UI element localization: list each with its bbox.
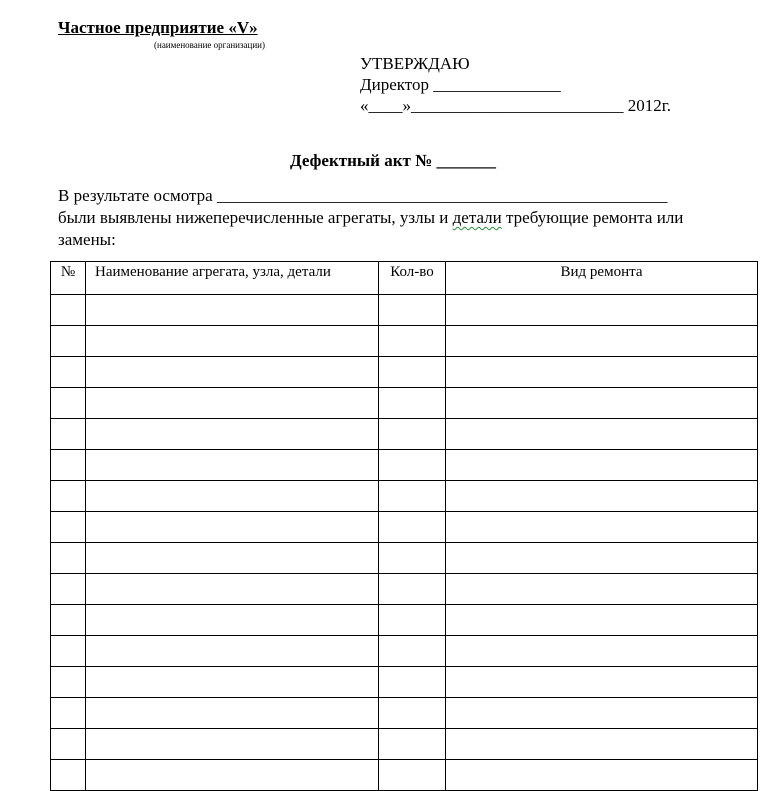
- table-row: [51, 760, 758, 791]
- cell-repair-type[interactable]: [446, 357, 758, 388]
- cell-number[interactable]: [51, 605, 86, 636]
- cell-quantity[interactable]: [379, 698, 446, 729]
- table-row: [51, 481, 758, 512]
- table-row: [51, 357, 758, 388]
- cell-quantity[interactable]: [379, 574, 446, 605]
- table-row: [51, 295, 758, 326]
- cell-number[interactable]: [51, 760, 86, 791]
- cell-repair-type[interactable]: [446, 636, 758, 667]
- cell-number[interactable]: [51, 636, 86, 667]
- cell-name[interactable]: [86, 295, 379, 326]
- cell-name[interactable]: [86, 419, 379, 450]
- table-row: [51, 729, 758, 760]
- table-row: [51, 326, 758, 357]
- table-row: [51, 450, 758, 481]
- cell-repair-type[interactable]: [446, 605, 758, 636]
- cell-name[interactable]: [86, 667, 379, 698]
- cell-repair-type[interactable]: [446, 760, 758, 791]
- cell-number[interactable]: [51, 357, 86, 388]
- cell-name[interactable]: [86, 698, 379, 729]
- cell-repair-type[interactable]: [446, 574, 758, 605]
- cell-quantity[interactable]: [379, 760, 446, 791]
- intro-line-2: [58, 207, 758, 229]
- director-line: Директор _______________: [360, 75, 561, 94]
- cell-number[interactable]: [51, 419, 86, 450]
- approve-label: УТВЕРЖДАЮ: [360, 54, 470, 73]
- cell-name[interactable]: [86, 636, 379, 667]
- cell-number[interactable]: [51, 698, 86, 729]
- cell-repair-type[interactable]: [446, 388, 758, 419]
- cell-quantity[interactable]: [379, 729, 446, 760]
- table-row: [51, 698, 758, 729]
- cell-name[interactable]: [86, 481, 379, 512]
- cell-name[interactable]: [86, 450, 379, 481]
- cell-number[interactable]: [51, 295, 86, 326]
- cell-number[interactable]: [51, 543, 86, 574]
- table-header-row: [51, 262, 758, 295]
- cell-quantity[interactable]: [379, 543, 446, 574]
- organization-caption: (наименование организации): [154, 40, 265, 50]
- cell-repair-type[interactable]: [446, 481, 758, 512]
- cell-quantity[interactable]: [379, 450, 446, 481]
- defects-table: [50, 261, 758, 791]
- column-header-repair-type: Вид ремонта: [446, 262, 758, 295]
- cell-quantity[interactable]: [379, 419, 446, 450]
- table-row: [51, 574, 758, 605]
- cell-number[interactable]: [51, 326, 86, 357]
- cell-number[interactable]: [51, 481, 86, 512]
- document-title: Дефектный акт № _______: [290, 151, 496, 170]
- cell-quantity[interactable]: [379, 667, 446, 698]
- table-row: [51, 512, 758, 543]
- cell-repair-type[interactable]: [446, 512, 758, 543]
- cell-name[interactable]: [86, 512, 379, 543]
- table-row: [51, 605, 758, 636]
- cell-name[interactable]: [86, 729, 379, 760]
- cell-name[interactable]: [86, 326, 379, 357]
- cell-repair-type[interactable]: [446, 295, 758, 326]
- cell-number[interactable]: [51, 667, 86, 698]
- cell-quantity[interactable]: [379, 481, 446, 512]
- cell-number[interactable]: [51, 512, 86, 543]
- cell-name[interactable]: [86, 388, 379, 419]
- cell-number[interactable]: [51, 450, 86, 481]
- cell-quantity[interactable]: [379, 512, 446, 543]
- cell-repair-type[interactable]: [446, 543, 758, 574]
- approval-date-line: «____»_________________________ 2012г.: [360, 96, 672, 115]
- cell-number[interactable]: [51, 729, 86, 760]
- cell-repair-type[interactable]: [446, 450, 758, 481]
- cell-repair-type[interactable]: [446, 729, 758, 760]
- cell-repair-type[interactable]: [446, 698, 758, 729]
- organization-name: Частное предприятие «V»: [58, 18, 258, 37]
- intro-paragraph: [58, 185, 758, 251]
- table-row: [51, 667, 758, 698]
- cell-quantity[interactable]: [379, 326, 446, 357]
- column-header-quantity: Кол-во: [379, 262, 446, 295]
- cell-quantity[interactable]: [379, 295, 446, 326]
- cell-name[interactable]: [86, 760, 379, 791]
- cell-name[interactable]: [86, 543, 379, 574]
- cell-number[interactable]: [51, 388, 86, 419]
- cell-quantity[interactable]: [379, 636, 446, 667]
- cell-name[interactable]: [86, 605, 379, 636]
- cell-number[interactable]: [51, 574, 86, 605]
- table-row: [51, 419, 758, 450]
- cell-repair-type[interactable]: [446, 326, 758, 357]
- intro-line-2-start: были выявлены нижеперечисленные агрегаты, узлы и: [58, 208, 453, 227]
- table-row: [51, 543, 758, 574]
- cell-quantity[interactable]: [379, 605, 446, 636]
- defects-table-body: [51, 295, 758, 791]
- intro-line-2-end: требующие ремонта или: [501, 208, 684, 227]
- cell-repair-type[interactable]: [446, 667, 758, 698]
- cell-name[interactable]: [86, 574, 379, 605]
- intro-line-1: В результате осмотра _____________________________________________________: [58, 186, 668, 205]
- spellcheck-marked-word: детали: [452, 208, 502, 227]
- table-row: [51, 388, 758, 419]
- cell-quantity[interactable]: [379, 357, 446, 388]
- intro-line-3: замены:: [58, 230, 116, 249]
- cell-name[interactable]: [86, 357, 379, 388]
- column-header-name: Наименование агрегата, узла, детали: [86, 262, 379, 295]
- approval-block: [360, 53, 671, 116]
- cell-quantity[interactable]: [379, 388, 446, 419]
- table-row: [51, 636, 758, 667]
- cell-repair-type[interactable]: [446, 419, 758, 450]
- column-header-number: №: [51, 262, 86, 295]
